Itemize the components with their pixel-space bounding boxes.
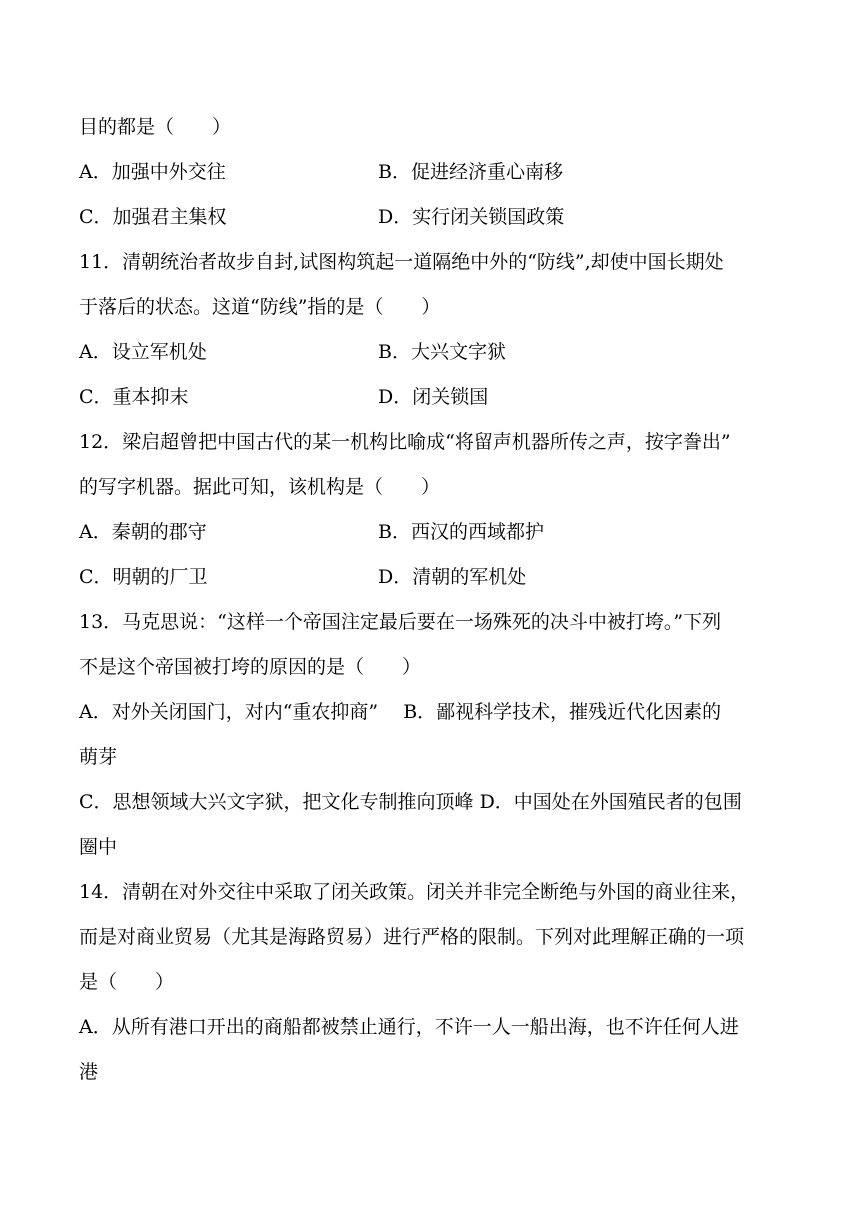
question-text-line: 目的都是（ ）: [79, 116, 232, 138]
question-14-option-a-wrap: 港: [79, 1061, 99, 1083]
option-a: A．加强中外交往: [79, 161, 226, 183]
question-13-line-2: 不是这个帝国被打垮的原因的是（ ）: [79, 656, 422, 678]
question-13-line-1: 13．马克思说：“这样一个帝国注定最后要在一场殊死的决斗中被打垮。”下列: [79, 611, 722, 633]
question-14-line-3: 是（ ）: [79, 971, 175, 993]
option-d: D．清朝的军机处: [378, 566, 527, 588]
option-c: C．重本抑末: [79, 386, 189, 408]
question-14-line-2: 而是对商业贸易（尤其是海路贸易）进行严格的限制。下列对此理解正确的一项: [79, 926, 745, 948]
question-13-options-ab-wrap: 萌芽: [79, 746, 118, 768]
option-b: B．大兴文字狱: [378, 341, 506, 363]
option-b: B．西汉的西域都护: [378, 521, 544, 543]
question-13-options-ab: A．对外关闭国门，对内“重农抑商” B．鄙视科学技术，摧残近代化因素的: [79, 701, 722, 723]
option-d: D．实行闭关锁国政策: [378, 206, 565, 228]
question-13-options-cd: C．思想领域大兴文字狱，把文化专制推向顶峰 D．中国处在外国殖民者的包围: [79, 791, 742, 813]
question-11-line-2: 于落后的状态。这道“防线”指的是（ ）: [79, 296, 441, 318]
option-a: A．设立军机处: [79, 341, 207, 363]
question-12-line-1: 12．梁启超曾把中国古代的某一机构比喻成“将留声机器所传之声，按字誊出”: [79, 431, 731, 453]
option-c: C．明朝的厂卫: [79, 566, 208, 588]
question-14-option-a: A．从所有港口开出的商船都被禁止通行，不许一人一船出海，也不许任何人进: [79, 1016, 739, 1038]
option-c: C．加强君主集权: [79, 206, 227, 228]
question-11-line-1: 11．清朝统治者故步自封,试图构筑起一道隔绝中外的“防线”,却使中国长期处: [79, 251, 724, 273]
question-12-line-2: 的写字机器。据此可知，该机构是（ ）: [79, 476, 441, 498]
option-a: A．秦朝的郡守: [79, 521, 207, 543]
option-d: D．闭关锁国: [378, 386, 489, 408]
option-b: B．促进经济重心南移: [378, 161, 563, 183]
question-13-options-cd-wrap: 圈中: [79, 836, 118, 858]
question-14-line-1: 14．清朝在对外交往中采取了闭关政策。闭关并非完全断绝与外国的商业往来，: [79, 881, 750, 903]
